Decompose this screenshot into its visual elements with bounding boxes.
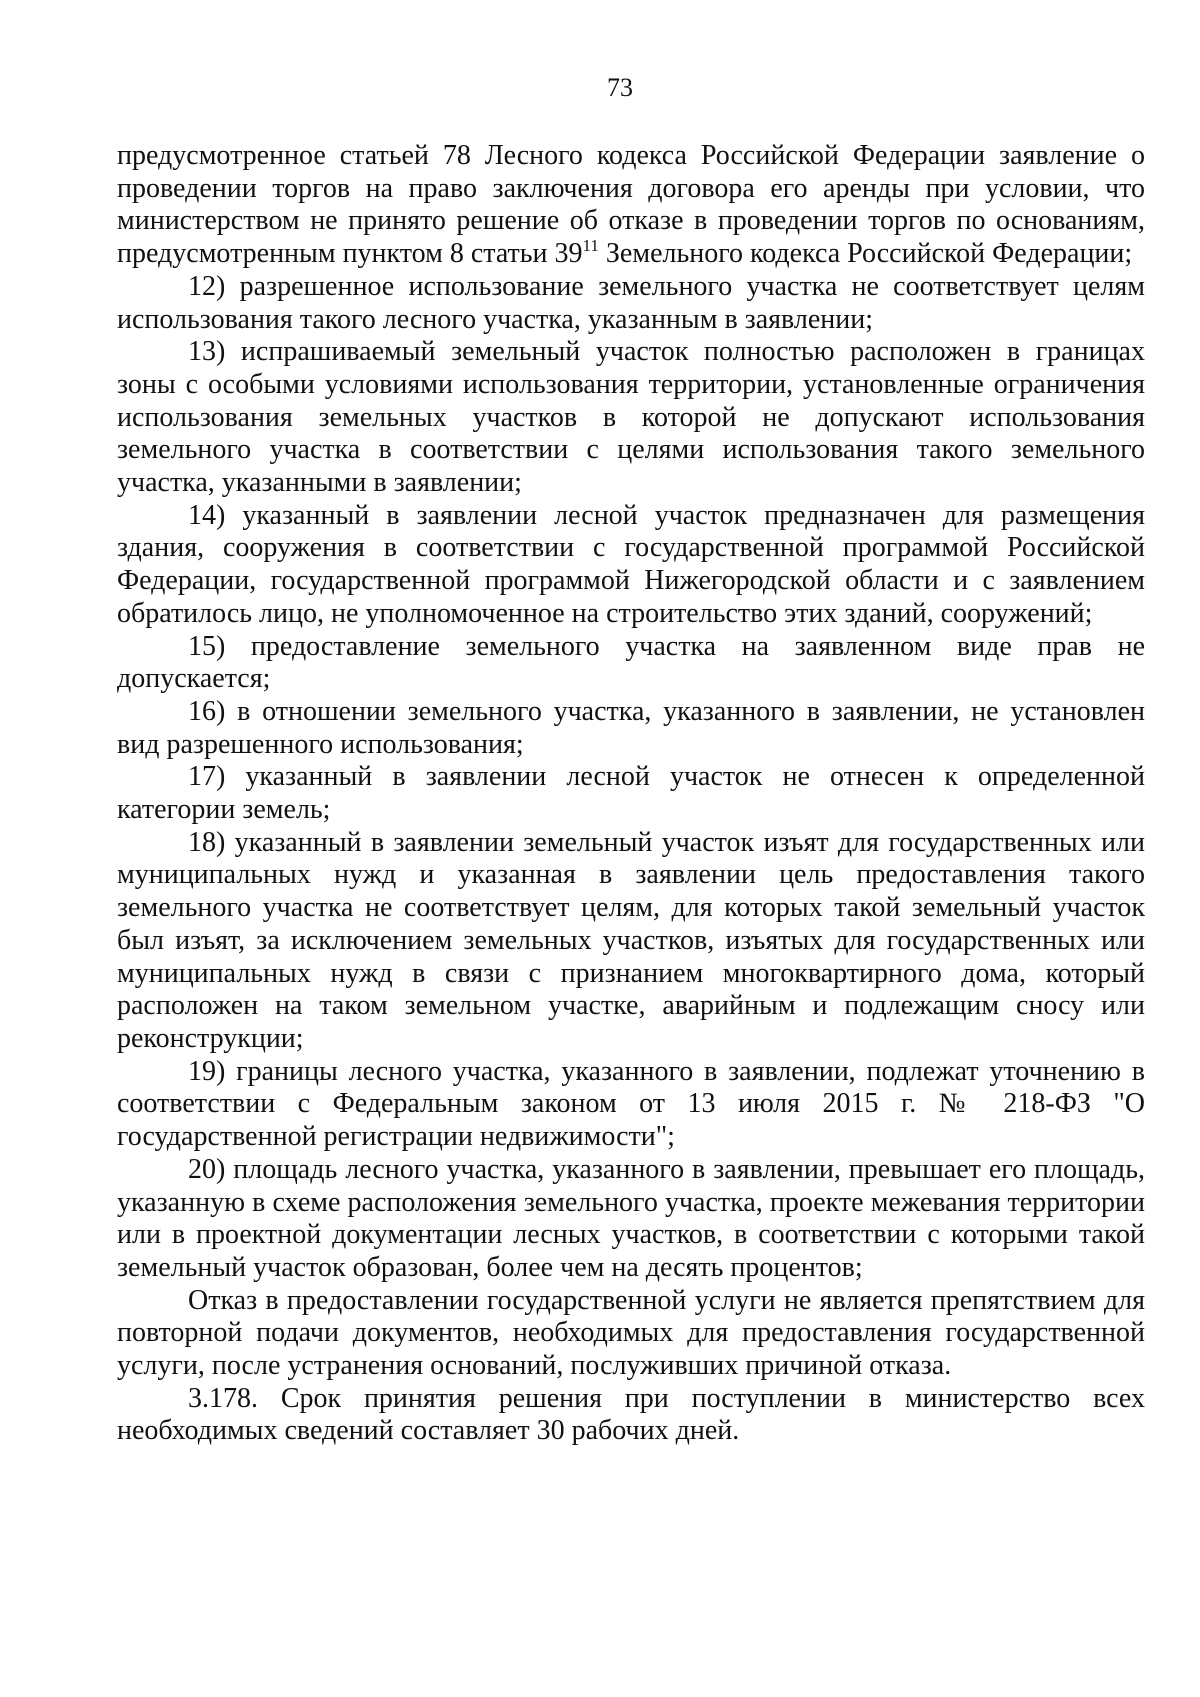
document-body [117, 140, 1145, 1448]
list-item-18: 18) указанный в заявлении земельный участок изъят для государственных или муниципальных нужд и указанная в заявлении цель предоставления такого земельного участка не соответствует целям, для которых такой земельный участок был изъят, за исключением земельных участков, изъятых для государственных или муниципальных нужд в связи с признанием многоквартирного дома, который расположен на таком земельном участке, аварийным и подлежащим сносу или реконструкции; [117, 826, 1145, 1054]
paragraph-continuation [117, 140, 1145, 271]
list-item-20: 20) площадь лесного участка, указанного в заявлении, превышает его площадь, указанную в схеме расположения земельного участка, проекте межевания территории или в проектной документации лесных участков, в соответствии с которыми такой земельный участок образован, более чем на десять процентов; [117, 1153, 1145, 1283]
page-number: 73 [607, 73, 633, 102]
list-item-12: 12) разрешенное использование земельного участка не соответствует целям использования такого лесного участка, указанным в заявлении; [117, 270, 1145, 335]
refusal-note-paragraph: Отказ в предоставлении государственной услуги не является препятствием для повторной подачи документов, необходимых для предоставления государственной услуги, после устранения оснований, послуживших причиной отказа. [117, 1284, 1145, 1382]
list-item-16: 16) в отношении земельного участка, указанного в заявлении, не установлен вид разрешенного использования; [117, 695, 1145, 760]
list-item-14: 14) указанный в заявлении лесной участок предназначен для размещения здания, сооружения в соответствии с государственной программой Российской Федерации, государственной программой Нижегородской области и с заявлением обратилось лицо, не уполномоченное на строительство этих зданий, сооружений; [117, 499, 1145, 629]
list-item-15: 15) предоставление земельного участка на заявленном виде прав не допускается; [117, 630, 1145, 695]
list-item-13: 13) испрашиваемый земельный участок полностью расположен в границах зоны с особыми условиями использования территории, установленные ограничения использования земельных участков в которой не допускают использования земельного участка в соответствии с целями использования такого земельного участка, указанными в заявлении; [117, 336, 1145, 499]
clause-3-178: 3.178. Срок принятия решения при поступлении в министерство всех необходимых сведений составляет 30 рабочих дней. [117, 1382, 1145, 1447]
paragraph-continuation-text: предусмотренное статьей 78 Лесного кодекса Российской Федерации заявление о проведении торгов на право заключения договора его аренды при условии, что министерством не принято решение об отказе в проведении торгов по основаниям, предусмотренным пунктом 8 статьи 39 [117, 140, 1145, 270]
list-item-17: 17) указанный в заявлении лесной участок не отнесен к определенной категории земель; [117, 761, 1145, 826]
article-superscript: 11 [582, 236, 599, 256]
list-item-19: 19) границы лесного участка, указанного в заявлении, подлежат уточнению в соответствии с Федеральным законом от 13 июля 2015 г. № 218-ФЗ "О государственной регистрации недвижимости"; [117, 1055, 1145, 1153]
paragraph-continuation-tail: Земельного кодекса Российской Федерации; [598, 238, 1133, 270]
